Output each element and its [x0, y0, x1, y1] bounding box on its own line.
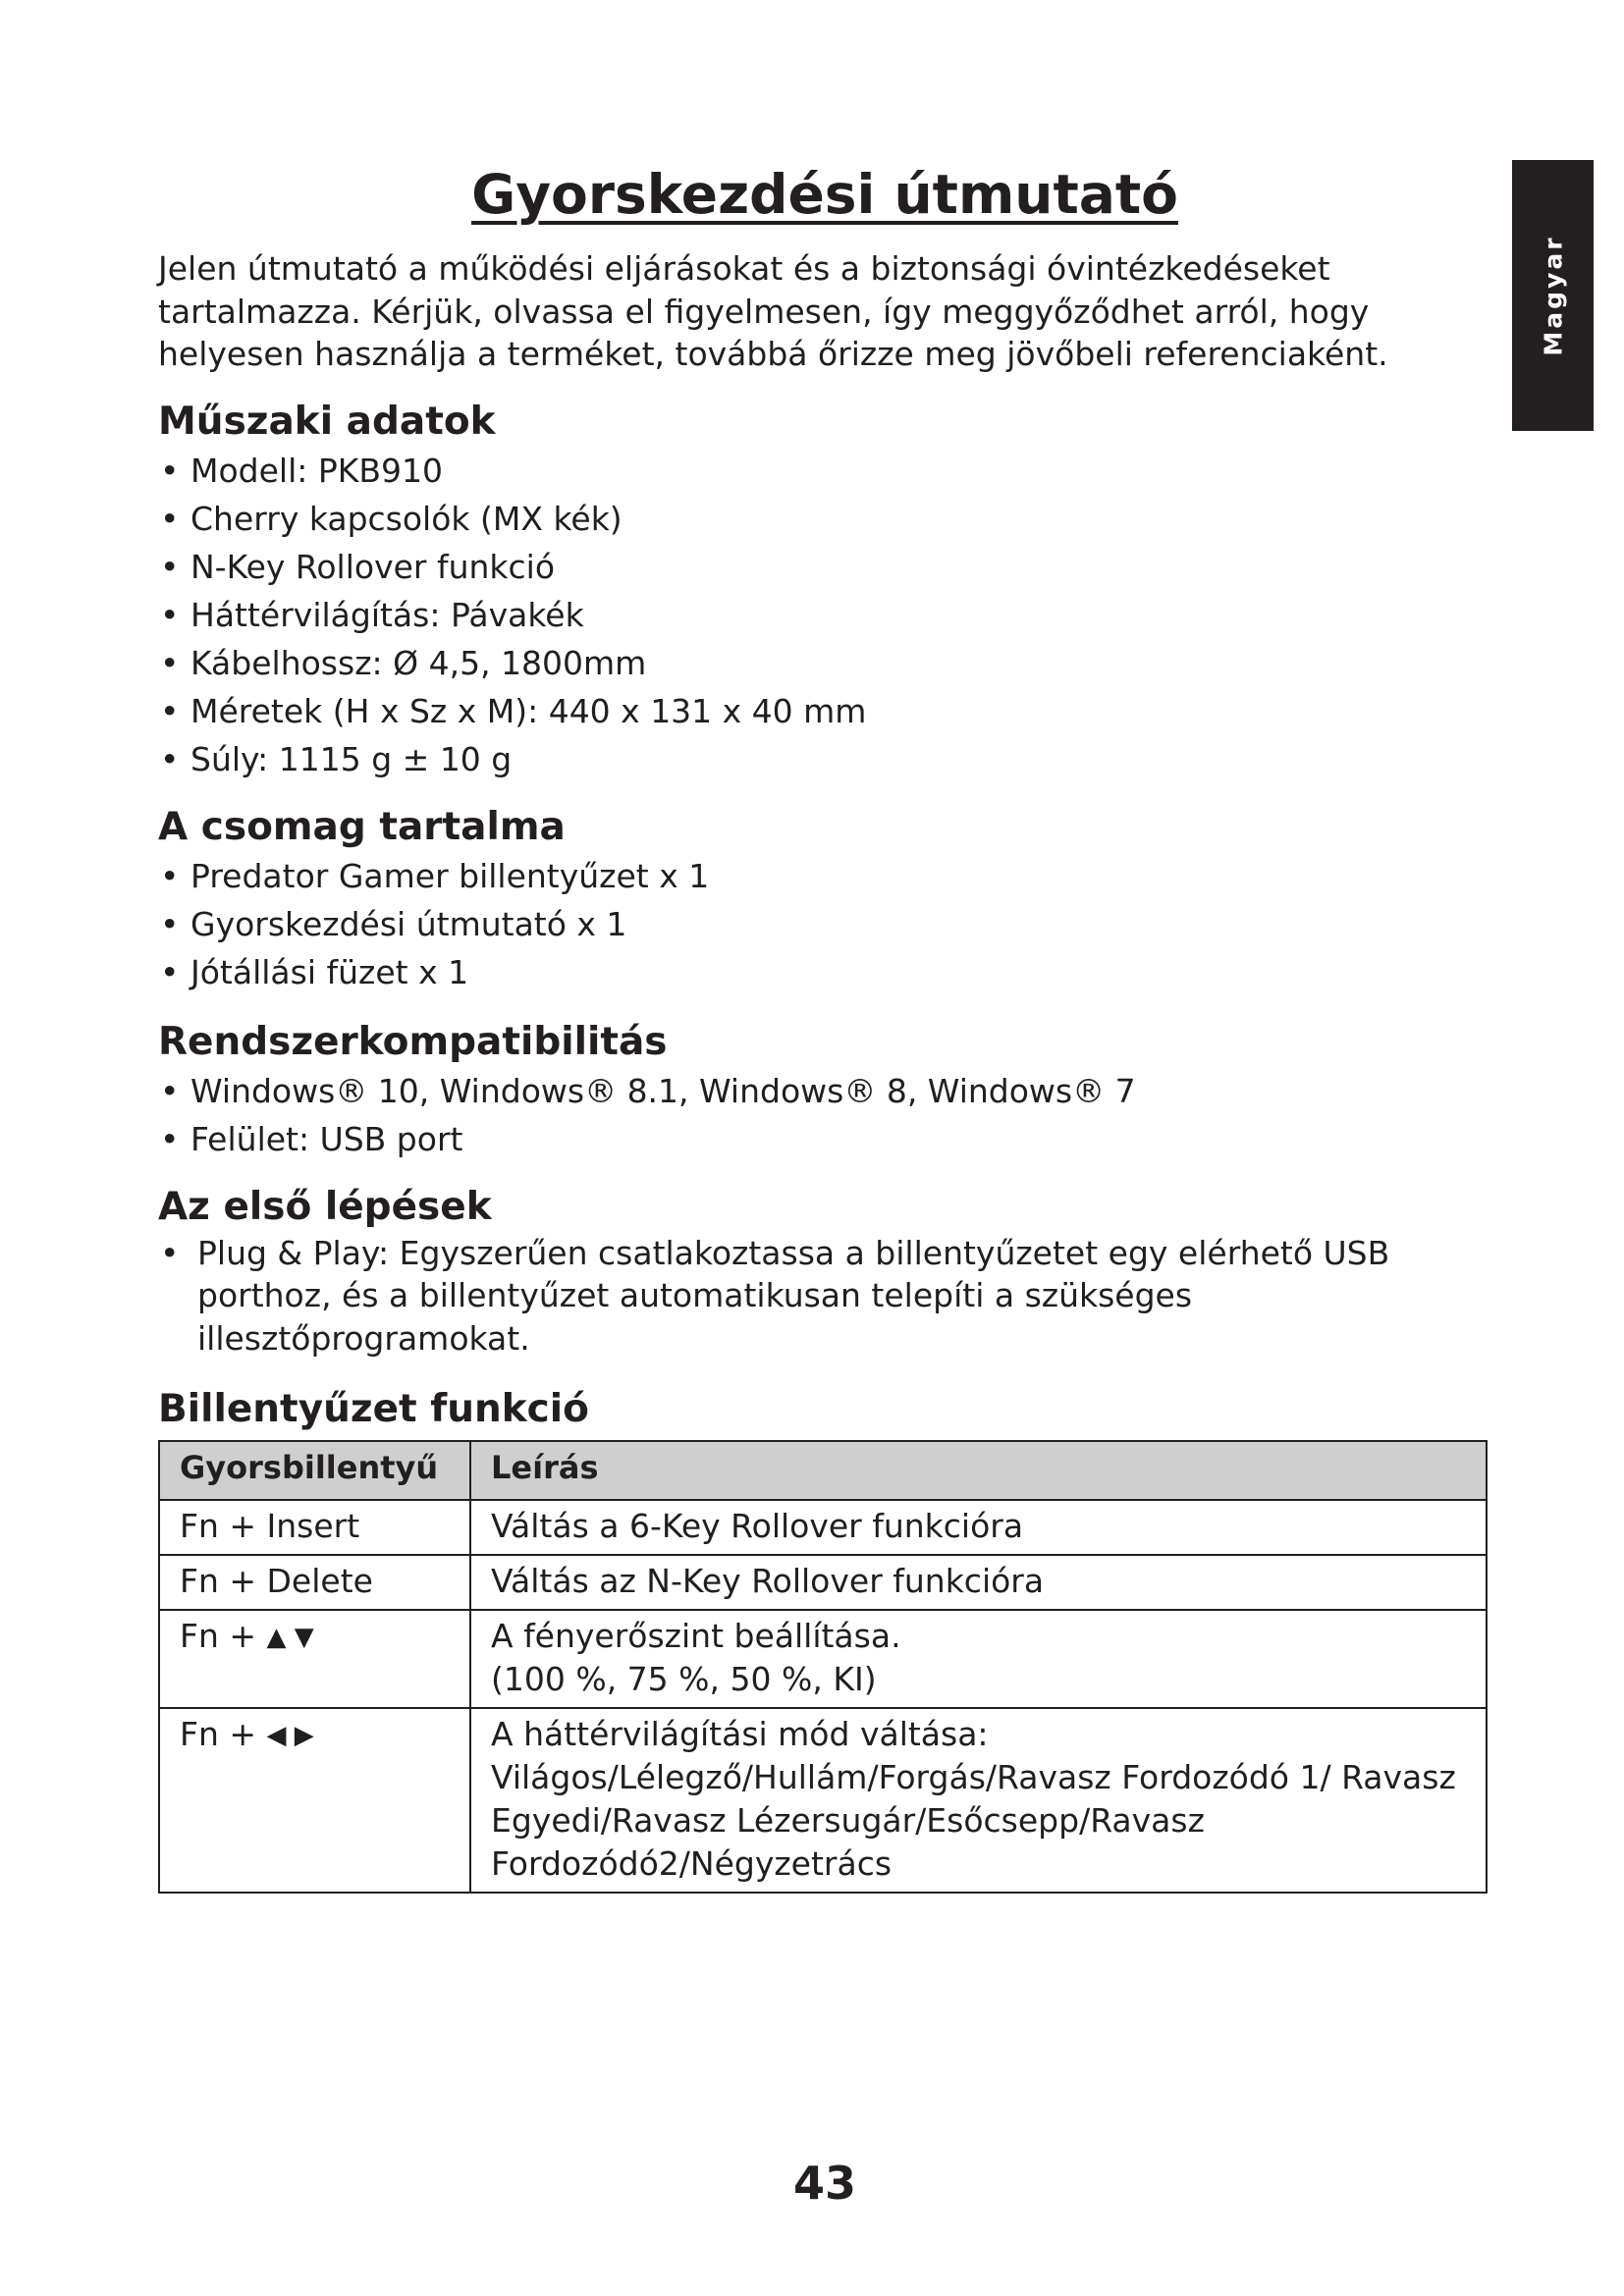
page-number: 43 [792, 2157, 856, 2210]
intro-paragraph: Jelen útmutató a működési eljárásokat és a biztonsági óvintézkedéseket tartalmazza. Kérjük, olvassa el figyelmesen, így meggyőződhet arról, hogy helyesen használja a terméket, továbbá őrizze meg jövőbeli referenciaként. [158, 249, 1388, 373]
column-header-shortcut: Gyorsbillentyű [159, 1441, 470, 1500]
shortcut-cell [159, 1708, 470, 1893]
table-row [159, 1610, 1487, 1708]
compat-section [158, 1018, 1503, 1163]
list-item: • Súly: 1115 g ± 10 g [158, 735, 1503, 783]
table-header-row [159, 1441, 1487, 1500]
description-line: (100 %, 75 %, 50 %, KI) [491, 1660, 877, 1698]
list-item: • Felület: USB port [158, 1115, 1503, 1163]
description-cell [470, 1610, 1487, 1708]
specs-list [158, 447, 1503, 783]
up-down-arrow-icon: ▲ ▼ [266, 1623, 314, 1652]
list-item: • Windows® 10, Windows® 8.1, Windows® 8, Windows® 7 [158, 1067, 1503, 1115]
description-line: Világos/Lélegző/Hullám/Forgás/Ravasz Fordozódó 1/ Ravasz Egyedi/Ravasz Lézersugár/Esőcsepp/Ravasz Fordozódó2/Négyzetrács [491, 1758, 1456, 1883]
compat-heading: Rendszerkompatibilitás [158, 1019, 668, 1064]
list-item: • Cherry kapcsolók (MX kék) [158, 495, 1503, 543]
list-item: • Gyorskezdési útmutató x 1 [158, 900, 1503, 948]
shortcut-prefix: Fn + [180, 1617, 257, 1655]
table-row [159, 1708, 1487, 1893]
description-cell [470, 1708, 1487, 1893]
shortcut-prefix: Fn + [180, 1715, 257, 1753]
list-item: • Méretek (H x Sz x M): 440 x 131 x 40 mm [158, 687, 1503, 735]
keyboard-functions-heading: Billentyűzet funkció [158, 1387, 589, 1431]
list-item: • Modell: PKB910 [158, 447, 1503, 495]
package-section [158, 803, 1503, 996]
compat-list [158, 1067, 1503, 1163]
function-table [158, 1440, 1488, 1894]
main-content [158, 247, 1503, 1894]
left-right-arrow-icon: ◀ ▶ [266, 1721, 314, 1750]
description-cell: Váltás a 6-Key Rollover funkcióra [470, 1500, 1487, 1555]
shortcut-cell: Fn + Delete [159, 1555, 470, 1610]
list-item: • Háttérvilágítás: Pávakék [158, 591, 1503, 639]
list-item: • Kábelhossz: Ø 4,5, 1800mm [158, 639, 1503, 687]
description-line: A fényerőszint beállítása. [491, 1617, 901, 1655]
keyboard-functions-section [158, 1385, 1503, 1894]
package-list [158, 852, 1503, 996]
first-steps-heading: Az első lépések [158, 1184, 492, 1229]
shortcut-cell: Fn + Insert [159, 1500, 470, 1555]
table-row [159, 1555, 1487, 1610]
page-title: Gyorskezdési útmutató [471, 163, 1178, 226]
list-item: • Jótállási füzet x 1 [158, 948, 1503, 996]
list-item: • Plug & Play: Egyszerűen csatlakoztassa a billentyűzetet egy elérhető USB porthoz, és a billentyűzet automatikusan telepíti a szükséges illesztőprogramokat. [158, 1232, 1503, 1361]
table-row [159, 1500, 1487, 1555]
specs-section [158, 398, 1503, 783]
list-item: • N-Key Rollover funkció [158, 543, 1503, 591]
column-header-description: Leírás [470, 1441, 1487, 1500]
first-steps-section [158, 1183, 1503, 1361]
first-steps-list [158, 1232, 1503, 1361]
shortcut-cell [159, 1610, 470, 1708]
list-item: • Predator Gamer billentyűzet x 1 [158, 852, 1503, 900]
description-line: A háttérvilágítási mód váltása: [491, 1715, 989, 1753]
description-cell: Váltás az N-Key Rollover funkcióra [470, 1555, 1487, 1610]
language-tab-label: Magyar [1539, 235, 1567, 356]
specs-heading: Műszaki adatok [158, 399, 496, 444]
package-heading: A csomag tartalma [158, 804, 566, 849]
